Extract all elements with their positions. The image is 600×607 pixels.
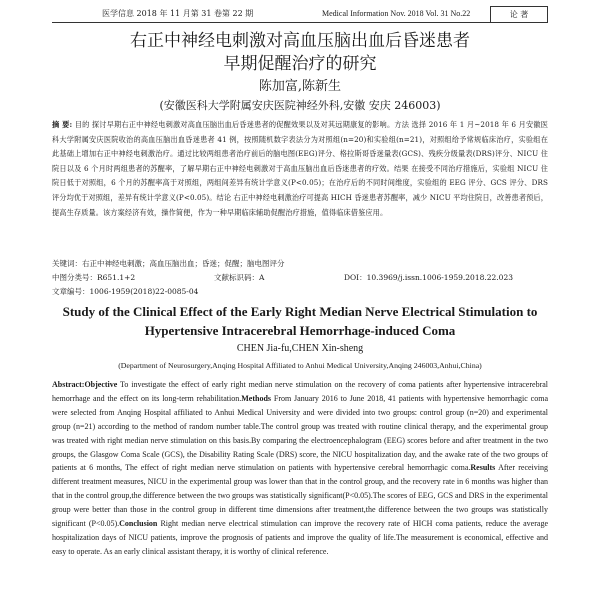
results-text: After receiving different treatment measures, NICU in the experimental group was lower than that in the control group, and the recovery rate in 6 months was higher than that in the control group,the difference between the two groups was statistically significant(P<0.05).The scores of EEG, GCS and DRS in the experimental group were better than those in the control group in different time dimensions after treatment,the difference between the two groups was statistically significant (P<0.05).	[52, 463, 548, 529]
english-abstract	[52, 378, 548, 559]
chinese-abstract	[52, 118, 548, 220]
chinese-abstract-text: 目的 探讨早期右正中神经电刺激对高血压脑出血后昏迷患者的促醒效果以及对其远期康复的影响。方法 选择 2016 年 1 月~2018 年 6 月安徽医科大学附属安庆医院收治的高血压脑出血昏迷患者 41 例，按照随机数字表法分为对照组(n=20)和实验组(n=21)，对照组给予常规临床治疗，实验组在此基础上增加右正中神经电刺激治疗。通过比较两组患者治疗前后的脑电图(EEG)评分、格拉斯哥昏迷量表(GCS)、残疾分级量表(DRS)评分、NICU 住院日以及 6 个月时两组患者的苏醒率，了解早期右正中神经电刺激对于高血压脑出血后昏迷患者的疗效。结果 在接受不同治疗措施后，实验组 NICU 住院日低于对照组，6 个月的苏醒率高于对照组，两组间差异有统计学意义(P<0.05)；在治疗后的不同时间维度，实验组的 EEG 评分、GCS 评分、DRS 评分均优于对照组，差异有统计学意义(P<0.05)。结论 右正中神经电刺激治疗可提高 HICH 昏迷患者苏醒率，减少 NICU 平均住院日，改善患者预后，提高生存质量。该方案经济有效，操作简便，作为一种早期临床辅助促醒治疗措施，值得临床借鉴应用。	[52, 120, 548, 217]
english-title-line-2: Hypertensive Intracerebral Hemorrhage-induced Coma	[144, 323, 456, 338]
english-title	[52, 302, 548, 340]
doi: DOI：10.3969/j.issn.1006-1959.2018.22.023	[344, 273, 513, 282]
chinese-title-line-2: 早期促醒治疗的研究	[223, 54, 377, 74]
journal-issue-cn: 医学信息 2018 年 11 月第 31 卷第 22 期	[102, 9, 254, 18]
clc-number: 中图分类号：R651.1+2	[52, 273, 136, 282]
methods-text: From January 2016 to June 2018, 41 patients with hypertensive hemorrhagic coma were selected from Anqing Hospital affiliated to Anhui Medical University and were divided into two groups: control group (n=20) and experimental group (n=21) according to the method of random number table.The control group was treated with routine clinical therapy, and the experimental group was treated with right median nerve stimulation on this basis.By comparing the electroencephalogram (EEG) scores before and after treatment in the two groups, the Glasgow Coma Scale (GCS), the Disability Rating Scale (DRS) score, the NICU hospitalization day, and the awake rate of the two groups of patients at 6 months, The effect of right median nerve stimulation on patients with hypertensive cerebral hemorrhagic coma.	[52, 393, 548, 473]
conclusion-text: Right median nerve electrical stimulation can improve the recovery rate of HICH coma patients, reduce the average hospitalization days of NICU patients, improve the prognosis of patients and improve the quality of life.The measurement is economical, effective and easy to operate. As an early clinical assistant therapy, it is worthy of clinical reference.	[52, 519, 548, 556]
english-affiliation: (Department of Neurosurgery,Anqing Hospital Affiliated to Anhui Medical University,Anqing 246003,Anhui,China)	[118, 361, 482, 370]
objective-label: Objective	[84, 380, 118, 389]
methods-label: Methods	[241, 393, 272, 403]
chinese-title	[52, 30, 548, 76]
chinese-authors: 陈加富,陈新生	[258, 79, 342, 94]
conclusion-label: Conclusion	[119, 519, 158, 529]
article-number: 文章编号：1006-1959(2018)22-0085-04	[52, 287, 199, 296]
english-title-line-1: Study of the Clinical Effect of the Early Right Median Nerve Electrical Stimulation to	[62, 304, 538, 319]
document-code: 文献标识码：A	[214, 273, 265, 282]
results-label: Results	[470, 463, 496, 473]
english-abstract-label: Abstract:	[52, 380, 85, 389]
chinese-keywords: 关键词：右正中神经电刺激；高血压脑出血；昏迷；促醒；脑电图评分	[52, 259, 285, 268]
chinese-abstract-label: 摘 要:	[52, 120, 73, 129]
running-header	[52, 6, 548, 23]
english-authors: CHEN Jia-fu,CHEN Xin-sheng	[236, 343, 364, 354]
classification-row	[52, 272, 548, 284]
section-badge: 论 著	[490, 6, 548, 23]
chinese-title-line-1: 右正中神经电刺激对高血压脑出血后昏迷患者	[130, 31, 470, 51]
objective-text: To investigate the effect of early right median nerve stimulation on the recovery of coma patients after hypertensive intracerebral hemorrhage and the effect on its long-term rehabilitation.	[52, 380, 548, 403]
chinese-affiliation: (安徽医科大学附属安庆医院神经外科,安徽 安庆 246003)	[159, 99, 441, 112]
journal-issue-en: Medical Information Nov. 2018 Vol. 31 No.22	[322, 9, 471, 18]
